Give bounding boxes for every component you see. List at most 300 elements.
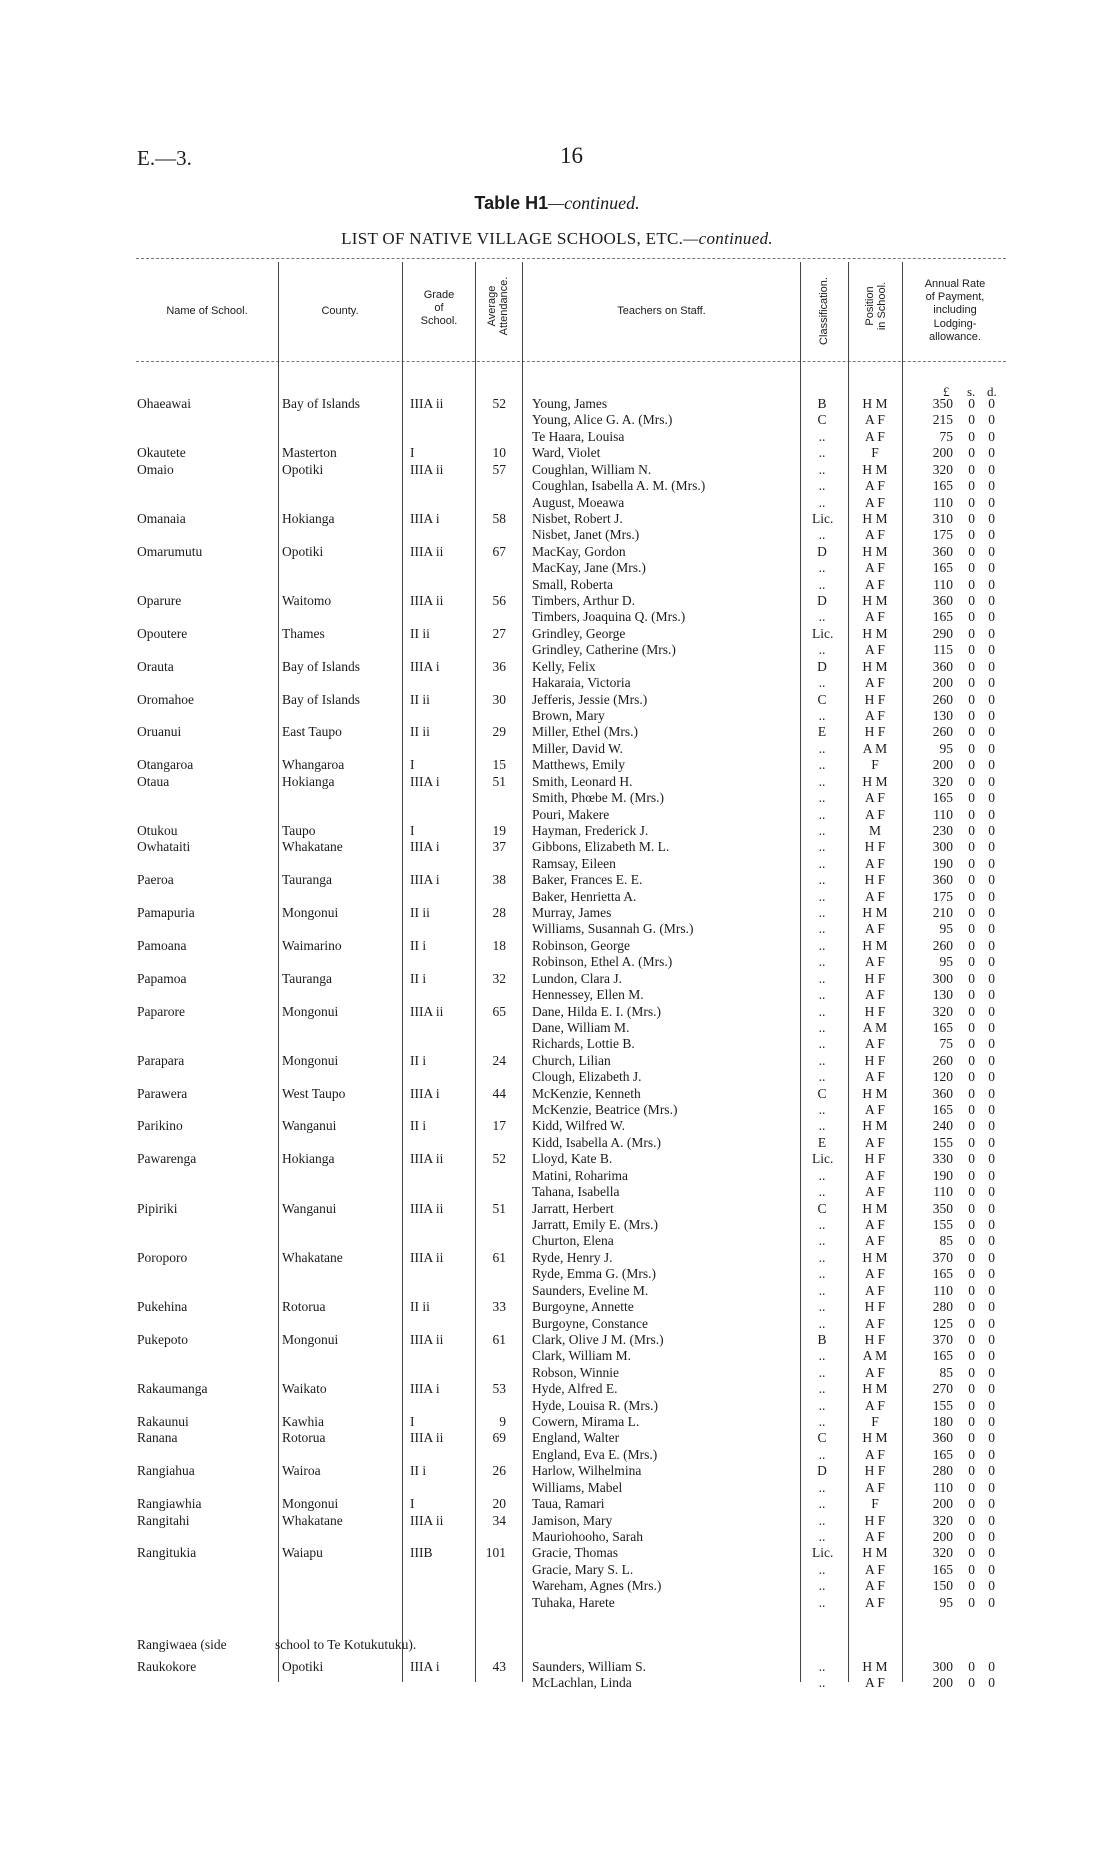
pay-pence: 0 [988, 429, 995, 444]
pay-pence: 0 [988, 1480, 995, 1495]
table-row [0, 609, 1114, 625]
header-payment-line1: Annual Rate [924, 278, 986, 290]
pay-shillings: 0 [968, 692, 975, 707]
pay-shillings: 0 [968, 1365, 975, 1380]
pay-pounds: 120 [932, 1069, 953, 1084]
teacher: Matthews, Emily [532, 757, 625, 772]
position: A F [865, 1233, 885, 1248]
pay-shillings: 0 [968, 774, 975, 789]
pay-pence: 0 [988, 560, 995, 575]
teacher: Mauriohooho, Sarah [532, 1529, 643, 1544]
classification: .. [818, 1496, 826, 1511]
pay-pence: 0 [988, 1004, 995, 1019]
teacher: Hyde, Louisa R. (Mrs.) [532, 1398, 658, 1413]
grade: II ii [410, 1299, 430, 1314]
pay-pounds: 320 [932, 462, 953, 477]
pay-shillings: 0 [968, 839, 975, 854]
position: A F [865, 1184, 885, 1199]
pay-pounds: 320 [932, 1004, 953, 1019]
classification: .. [818, 1069, 826, 1084]
grade: IIIA ii [410, 462, 444, 477]
classification: C [817, 1086, 827, 1101]
pay-pounds: 290 [932, 626, 953, 641]
position: A F [865, 1283, 885, 1298]
pay-shillings: 0 [968, 675, 975, 690]
table-row [0, 1480, 1114, 1496]
position: A F [865, 1529, 885, 1544]
pay-pounds: 130 [932, 987, 953, 1002]
classification: D [817, 659, 827, 674]
grade: IIIA i [410, 1086, 440, 1101]
pay-pounds: 200 [932, 1529, 953, 1544]
pay-pounds: 165 [932, 790, 953, 805]
pay-pence: 0 [988, 1020, 995, 1035]
position: H F [864, 1004, 886, 1019]
position: H M [862, 462, 888, 477]
teacher: Hyde, Alfred E. [532, 1381, 618, 1396]
classification: .. [818, 1578, 826, 1593]
pay-shillings: 0 [968, 429, 975, 444]
school-name: Papamoa [137, 971, 187, 986]
position: A F [865, 577, 885, 592]
pay-shillings: 0 [968, 1578, 975, 1593]
teacher: Nisbet, Robert J. [532, 511, 623, 526]
table-row [0, 1020, 1114, 1036]
attendance: 30 [492, 692, 506, 707]
position: A F [865, 1480, 885, 1495]
position: A M [862, 1020, 888, 1035]
pay-pence: 0 [988, 708, 995, 723]
pay-shillings: 0 [968, 971, 975, 986]
pay-shillings: 0 [968, 1266, 975, 1281]
attendance: 57 [492, 462, 506, 477]
pay-pounds: 165 [932, 1562, 953, 1577]
position: A F [865, 1447, 885, 1462]
table-row [0, 396, 1114, 412]
pay-pounds: 240 [932, 1118, 953, 1133]
teacher: Jamison, Mary [532, 1513, 613, 1528]
pay-shillings: 0 [968, 1020, 975, 1035]
pay-shillings: 0 [968, 1250, 975, 1265]
pay-shillings: 0 [968, 445, 975, 460]
table-row [0, 626, 1114, 642]
pay-shillings: 0 [968, 987, 975, 1002]
pay-pence: 0 [988, 774, 995, 789]
position: H M [862, 544, 888, 559]
position: F [871, 1496, 879, 1511]
pay-pence: 0 [988, 495, 995, 510]
table-row [0, 1545, 1114, 1561]
classification: .. [818, 921, 826, 936]
pay-shillings: 0 [968, 462, 975, 477]
pay-pounds: 85 [939, 1233, 953, 1248]
header-payment-line5: allowance. [929, 330, 981, 343]
pay-pence: 0 [988, 626, 995, 641]
county: Mongonui [282, 905, 339, 920]
pay-shillings: 0 [968, 577, 975, 592]
teacher: Wareham, Agnes (Mrs.) [532, 1578, 662, 1593]
county: Opotiki [282, 544, 324, 559]
teacher: Miller, Ethel (Mrs.) [532, 724, 638, 739]
school-name: Rangiawhia [137, 1496, 202, 1511]
classification: .. [818, 478, 826, 493]
school-name: Okautete [137, 445, 186, 460]
grade: IIIA ii [410, 1430, 444, 1445]
position: H M [862, 1659, 888, 1674]
county: Bay of Islands [282, 692, 360, 707]
teacher: Matini, Roharima [532, 1168, 628, 1183]
teacher: Lloyd, Kate B. [532, 1151, 613, 1166]
pay-pounds: 360 [932, 1430, 953, 1445]
pay-pence: 0 [988, 1069, 995, 1084]
county: Waimarino [282, 938, 342, 953]
county: Mongonui [282, 1496, 339, 1511]
county: Tauranga [282, 872, 333, 887]
pay-shillings: 0 [968, 1151, 975, 1166]
pay-pence: 0 [988, 593, 995, 608]
grade: IIIA ii [410, 1250, 444, 1265]
county: Rotorua [282, 1430, 326, 1445]
position: H M [862, 396, 888, 411]
pay-shillings: 0 [968, 626, 975, 641]
classification: .. [818, 462, 826, 477]
position: A F [865, 921, 885, 936]
teacher: Robinson, Ethel A. (Mrs.) [532, 954, 673, 969]
county: Waiapu [282, 1545, 323, 1560]
classification: .. [818, 1299, 826, 1314]
pay-pence: 0 [988, 544, 995, 559]
pay-pounds: 165 [932, 560, 953, 575]
table-title-main: Table H1 [474, 193, 549, 213]
pay-pounds: 260 [932, 1053, 953, 1068]
attendance: 67 [492, 544, 506, 559]
table-row [0, 1086, 1114, 1102]
header-grade-line3: School. [420, 315, 458, 328]
pay-pounds: 110 [933, 1480, 953, 1495]
grade: II i [410, 1118, 427, 1133]
pay-shillings: 0 [968, 1299, 975, 1314]
table-row [0, 1513, 1114, 1529]
position: H F [864, 1463, 886, 1478]
teacher: Murray, James [532, 905, 612, 920]
teacher: Gibbons, Elizabeth M. L. [532, 839, 670, 854]
classification: B [817, 1332, 827, 1347]
grade: IIIA i [410, 774, 440, 789]
school-name: Oruanui [137, 724, 182, 739]
teacher: Nisbet, Janet (Mrs.) [532, 527, 640, 542]
attendance: 34 [492, 1513, 506, 1528]
position: A F [865, 1217, 885, 1232]
position: A F [865, 1562, 885, 1577]
attendance: 52 [492, 396, 506, 411]
pay-shillings: 0 [968, 1463, 975, 1478]
pay-pounds: 110 [933, 495, 953, 510]
position: H M [862, 1250, 888, 1265]
table-row [0, 954, 1114, 970]
position: A F [865, 1266, 885, 1281]
teacher: Hennessey, Ellen M. [532, 987, 644, 1002]
table-row [0, 1529, 1114, 1545]
classification: .. [818, 445, 826, 460]
pay-pounds: 200 [932, 757, 953, 772]
pay-pounds: 320 [932, 1545, 953, 1560]
pay-pence: 0 [988, 642, 995, 657]
school-name: Opoutere [137, 626, 188, 641]
table-row [0, 1233, 1114, 1249]
pay-pence: 0 [988, 938, 995, 953]
grade: IIIA i [410, 1381, 440, 1396]
attendance: 52 [492, 1151, 506, 1166]
school-name: Otaua [137, 774, 170, 789]
pay-shillings: 0 [968, 954, 975, 969]
classification: .. [818, 675, 826, 690]
pay-shillings: 0 [968, 1201, 975, 1216]
note-row [0, 1637, 1114, 1653]
pay-shillings: 0 [968, 741, 975, 756]
classification: .. [818, 1447, 826, 1462]
grade: IIIA i [410, 1659, 440, 1674]
teacher: Cowern, Mirama L. [532, 1414, 640, 1429]
position: A F [865, 609, 885, 624]
attendance: 58 [492, 511, 506, 526]
attendance: 26 [492, 1463, 506, 1478]
position: F [871, 1414, 879, 1429]
pay-pounds: 260 [932, 724, 953, 739]
pay-pounds: 330 [932, 1151, 953, 1166]
position: H M [862, 1086, 888, 1101]
position: A F [865, 1578, 885, 1593]
pay-pence: 0 [988, 1496, 995, 1511]
teacher: Taua, Ramari [532, 1496, 605, 1511]
position: M [868, 823, 881, 838]
position: H M [862, 1201, 888, 1216]
teacher: Dane, William M. [532, 1020, 630, 1035]
classification: C [817, 412, 827, 427]
county: Tauranga [282, 971, 333, 986]
pay-shillings: 0 [968, 1316, 975, 1331]
teacher: Young, Alice G. A. (Mrs.) [532, 412, 673, 427]
pay-pounds: 260 [932, 938, 953, 953]
table-row [0, 1135, 1114, 1151]
teacher: Churton, Elena [532, 1233, 614, 1248]
attendance: 32 [492, 971, 506, 986]
pay-shillings: 0 [968, 1118, 975, 1133]
position: H F [864, 1332, 886, 1347]
attendance: 43 [492, 1659, 506, 1674]
school-name: Parapara [137, 1053, 185, 1068]
pay-shillings: 0 [968, 938, 975, 953]
position: A F [865, 642, 885, 657]
pay-pounds: 270 [932, 1381, 953, 1396]
pay-pence: 0 [988, 741, 995, 756]
pay-pence: 0 [988, 1036, 995, 1051]
classification: Lic. [812, 511, 834, 526]
classification: .. [818, 495, 826, 510]
table-row [0, 1217, 1114, 1233]
pay-pence: 0 [988, 659, 995, 674]
teacher: Clark, Olive J M. (Mrs.) [532, 1332, 664, 1347]
county: Wanganui [282, 1118, 337, 1133]
pay-shillings: 0 [968, 1086, 975, 1101]
classification: C [817, 1430, 827, 1445]
grade: II ii [410, 724, 430, 739]
position: A F [865, 1036, 885, 1051]
pay-pence: 0 [988, 1086, 995, 1101]
header-payment-line2: of Payment, [925, 291, 985, 304]
pay-pence: 0 [988, 1430, 995, 1445]
position: A M [862, 741, 888, 756]
attendance: 61 [492, 1250, 506, 1265]
position: H M [862, 1545, 888, 1560]
school-name: Parawera [137, 1086, 188, 1101]
pay-pence: 0 [988, 790, 995, 805]
pay-pence: 0 [988, 1595, 995, 1610]
grade: IIIB [410, 1545, 433, 1560]
grade: II i [410, 1463, 427, 1478]
county: Mongonui [282, 1053, 339, 1068]
table-row [0, 659, 1114, 675]
pay-pence: 0 [988, 577, 995, 592]
pay-pence: 0 [988, 1233, 995, 1248]
position: A M [862, 1348, 888, 1363]
table-title-suffix: —continued. [548, 193, 640, 213]
table-row [0, 445, 1114, 461]
pay-shillings: 0 [968, 823, 975, 838]
pay-shillings: 0 [968, 757, 975, 772]
pay-shillings: 0 [968, 1545, 975, 1560]
classification: B [817, 396, 827, 411]
table-row [0, 757, 1114, 773]
county: Bay of Islands [282, 396, 360, 411]
position: H M [862, 626, 888, 641]
teacher: Ryde, Emma G. (Mrs.) [532, 1266, 656, 1281]
header-grade [404, 289, 474, 329]
teacher: Kidd, Isabella A. (Mrs.) [532, 1135, 661, 1150]
teacher: McLachlan, Linda [532, 1675, 632, 1690]
list-title-main: LIST OF NATIVE VILLAGE SCHOOLS, ETC. [341, 229, 684, 248]
attendance: 33 [492, 1299, 506, 1314]
pay-pence: 0 [988, 1184, 995, 1199]
position: H F [864, 872, 886, 887]
pay-shillings: 0 [968, 1135, 975, 1150]
position: A F [865, 1168, 885, 1183]
header-position-line1: Position [864, 286, 876, 326]
attendance: 24 [492, 1053, 506, 1068]
pay-shillings: 0 [968, 1381, 975, 1396]
school-name: Omanaia [137, 511, 186, 526]
attendance: 61 [492, 1332, 506, 1347]
position: H F [864, 971, 886, 986]
position: A F [865, 478, 885, 493]
table-row [0, 1414, 1114, 1430]
school-name: Pukehina [137, 1299, 188, 1314]
pay-shillings: 0 [968, 1430, 975, 1445]
pay-pence: 0 [988, 1201, 995, 1216]
classification: .. [818, 1036, 826, 1051]
attendance: 38 [492, 872, 506, 887]
pay-shillings: 0 [968, 1168, 975, 1183]
grade: I [410, 757, 415, 772]
pay-pence: 0 [988, 921, 995, 936]
table-title [0, 193, 1114, 214]
pay-pence: 0 [988, 1217, 995, 1232]
pay-shillings: 0 [968, 412, 975, 427]
classification: .. [818, 1381, 826, 1396]
pay-shillings: 0 [968, 889, 975, 904]
teacher: Clark, William M. [532, 1348, 631, 1363]
county: Kawhia [282, 1414, 324, 1429]
classification: .. [818, 1365, 826, 1380]
position: A F [865, 560, 885, 575]
classification: .. [818, 1562, 826, 1577]
school-name: Paparore [137, 1004, 185, 1019]
teacher: Robson, Winnie [532, 1365, 619, 1380]
attendance: 27 [492, 626, 506, 641]
pay-pence: 0 [988, 1513, 995, 1528]
table-row [0, 527, 1114, 543]
pay-pounds: 320 [932, 774, 953, 789]
pay-shillings: 0 [968, 1348, 975, 1363]
header-position [864, 264, 888, 348]
pay-pounds: 360 [932, 593, 953, 608]
teacher: Harlow, Wilhelmina [532, 1463, 642, 1478]
classification: .. [818, 1217, 826, 1232]
table-row [0, 724, 1114, 740]
teacher: Coughlan, Isabella A. M. (Mrs.) [532, 478, 706, 493]
pay-pounds: 165 [932, 609, 953, 624]
school-name: Rangiahua [137, 1463, 195, 1478]
table-row [0, 412, 1114, 428]
table-row [0, 1430, 1114, 1446]
grade: II i [410, 1053, 427, 1068]
table-row [0, 889, 1114, 905]
pay-shillings: 0 [968, 560, 975, 575]
table-row [0, 708, 1114, 724]
classification: .. [818, 872, 826, 887]
pay-pounds: 350 [932, 1201, 953, 1216]
teacher: Robinson, George [532, 938, 630, 953]
header-payment-line4: Lodging- [933, 317, 977, 330]
position: A F [865, 1675, 885, 1690]
school-name: Owhataiti [137, 839, 191, 854]
attendance: 37 [492, 839, 506, 854]
pay-pounds: 215 [932, 412, 953, 427]
attendance: 28 [492, 905, 506, 920]
table-row [0, 593, 1114, 609]
pay-pence: 0 [988, 1102, 995, 1117]
attendance: 51 [492, 774, 506, 789]
attendance: 69 [492, 1430, 506, 1445]
position: H F [864, 839, 886, 854]
teacher: Smith, Phœbe M. (Mrs.) [532, 790, 665, 805]
position: A F [865, 1398, 885, 1413]
position: H F [864, 1513, 886, 1528]
pay-pounds: 300 [932, 971, 953, 986]
position: H M [862, 938, 888, 953]
attendance: 53 [492, 1381, 506, 1396]
table-row [0, 872, 1114, 888]
county: Mongonui [282, 1332, 339, 1347]
table-row [0, 1398, 1114, 1414]
table-row [0, 1250, 1114, 1266]
classification: .. [818, 1184, 826, 1199]
table-row [0, 1168, 1114, 1184]
classification: .. [818, 889, 826, 904]
teacher: Tahana, Isabella [532, 1184, 620, 1199]
table-row [0, 1365, 1114, 1381]
pay-pounds: 165 [932, 478, 953, 493]
pay-pounds: 75 [939, 429, 953, 444]
